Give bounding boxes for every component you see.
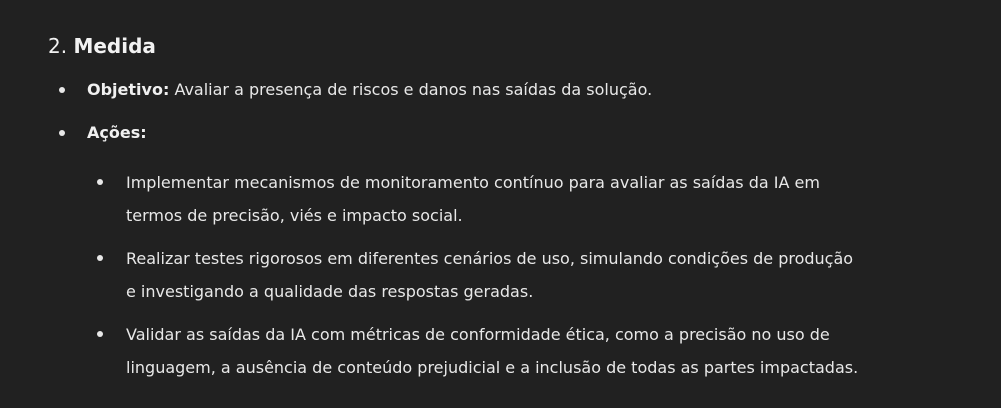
action-line: linguagem, a ausência de conteúdo prejudicial e a inclusão de todas as partes impactadas. xyxy=(126,358,859,377)
acoes-label: Ações: xyxy=(87,123,147,142)
action-line: Validar as saídas da IA com métricas de conformidade ética, como a precisão no uso de xyxy=(126,325,830,344)
list-item-objetivo xyxy=(87,73,652,106)
section-number: 2. xyxy=(48,34,68,58)
action-line: Realizar testes rigorosos em diferentes cenários de uso, simulando condições de produção xyxy=(126,249,854,268)
bullet-icon xyxy=(59,130,65,136)
action-line: e investigando a qualidade das respostas geradas. xyxy=(126,282,534,301)
objetivo-text: Avaliar a presença de riscos e danos nas saídas da solução. xyxy=(174,80,653,99)
sub-bullet-icon xyxy=(97,179,103,185)
action-item xyxy=(126,166,916,232)
section-heading xyxy=(48,31,156,61)
action-line: Implementar mecanismos de monitoramento contínuo para avaliar as saídas da IA em xyxy=(126,173,820,192)
sub-bullet-icon xyxy=(97,255,103,261)
action-item xyxy=(126,318,916,384)
objetivo-label: Objetivo: xyxy=(87,80,170,99)
section-title: Medida xyxy=(73,34,156,58)
action-line: termos de precisão, viés e impacto social. xyxy=(126,206,463,225)
sub-bullet-icon xyxy=(97,331,103,337)
action-item xyxy=(126,242,916,308)
list-item-acoes xyxy=(87,116,147,149)
bullet-icon xyxy=(59,87,65,93)
